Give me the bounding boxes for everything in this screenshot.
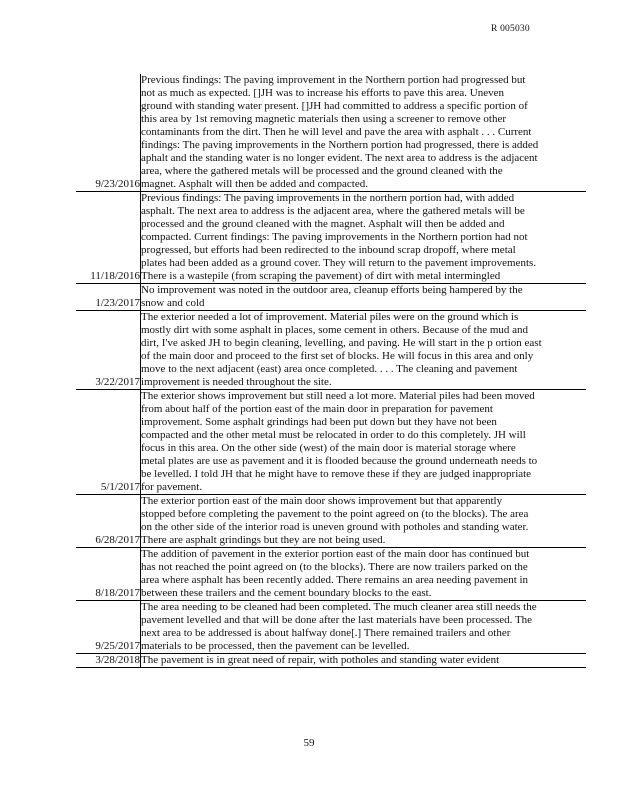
entry-date: 9/23/2016: [76, 74, 141, 192]
note-line: materials to be processed, then the pavement can be levelled.: [141, 640, 410, 652]
note-line: The exterior needed a lot of improvement. Material piles were on the ground which is: [141, 311, 519, 323]
entry-date: 3/28/2018: [76, 654, 141, 668]
page-number: 59: [303, 737, 315, 749]
note-line: metal plates are use as pavement and it is flooded because the ground underneath needs to: [141, 455, 538, 467]
note-line: this area by 1st removing magnetic materials then using a screener to remove other: [141, 113, 507, 125]
note-line: Previous findings: The paving improvement in the Northern portion had progressed but: [141, 74, 526, 86]
entry-date: 11/18/2016: [76, 192, 141, 284]
entry-note: [141, 495, 587, 548]
note-line: move to the next adjacent (east) area once completed. . . . The cleaning and pavement: [141, 363, 518, 375]
note-line: for pavement.: [141, 481, 203, 493]
note-line: has not reached the point agreed on (to the blocks). There are now trailers parked on the: [141, 561, 528, 573]
note-line: ground with standing water present. []JH had committed to address a specific portion of: [141, 100, 528, 112]
entry-date: 5/1/2017: [76, 390, 141, 495]
note-line: stopped before completing the pavement to the point agreed on (to the blocks). The area: [141, 508, 529, 520]
table-row: [76, 311, 586, 390]
note-line: be levelled. I told JH that he might have to remove these if they are judged inappropriate: [141, 468, 532, 480]
entry-note: [141, 654, 587, 668]
entry-date: 1/23/2017: [76, 284, 141, 311]
entry-note: [141, 192, 587, 284]
note-line: focus in this area. On the other side (west) of the main door is material storage where: [141, 442, 516, 454]
entry-note: [141, 390, 587, 495]
note-line: progressed, but efforts had been redirected to the inbound scrap dropoff, where metal: [141, 244, 516, 256]
table-row: [76, 390, 586, 495]
bates-number: R 005030: [491, 24, 530, 34]
note-line: There are asphalt grindings but they are not being used.: [141, 534, 386, 546]
note-line: mostly dirt with some asphalt in places, some cement in others. Because of the mud and: [141, 324, 529, 336]
note-line: of the main door and proceed to the first set of blocks. He will focus in this area and only: [141, 350, 534, 362]
note-line: processed and the ground cleaned with the magnet. Asphalt will then be added and: [141, 218, 505, 230]
note-line: contaminants from the dirt. Then he will level and pave the area with asphalt . . . Current: [141, 126, 532, 138]
note-line: area, where the gathered metals will be processed and the ground cleaned with the: [141, 165, 503, 177]
note-line: The addition of pavement in the exterior portion east of the main door has continued but: [141, 548, 530, 560]
note-line: magnet. Asphalt will then be added and compacted.: [141, 178, 368, 190]
entry-note: [141, 74, 587, 192]
entry-note: [141, 284, 587, 311]
table-row: [76, 495, 586, 548]
table-row: [76, 284, 586, 311]
note-line: compacted. Current findings: The paving improvements in the Northern portion had not: [141, 231, 528, 243]
entry-date: 6/28/2017: [76, 495, 141, 548]
note-line: plates had been added as a ground cover. They will return to the pavement improvements.: [141, 257, 537, 269]
table-row: [76, 548, 586, 601]
note-line: There is a wastepile (from scraping the pavement) of dirt with metal intermingled: [141, 270, 501, 282]
note-line: The exterior shows improvement but still need a lot more. Material piles had been moved: [141, 390, 535, 402]
entry-note: [141, 601, 587, 654]
entry-note: [141, 548, 587, 601]
note-line: The exterior portion east of the main door shows improvement but that apparently: [141, 495, 503, 507]
note-line: aphalt and the standing water is no longer evident. The next area to address is the adjacent: [141, 152, 538, 164]
table-row: [76, 192, 586, 284]
note-line: asphalt. The next area to address is the adjacent area, where the gathered metals will be: [141, 205, 525, 217]
entry-date: 3/22/2017: [76, 311, 141, 390]
entry-date: 9/25/2017: [76, 601, 141, 654]
note-line: findings: The paving improvements in the Northern portion had progressed, there is added: [141, 139, 539, 151]
note-line: from about half of the portion east of the main door in preparation for pavement: [141, 403, 493, 415]
note-line: Previous findings: The paving improvements in the northern portion had, with added: [141, 192, 515, 204]
note-line: area where asphalt has been recently added. There remains an area needing pavement in: [141, 574, 529, 586]
entry-date: 8/18/2017: [76, 548, 141, 601]
table-row: [76, 74, 586, 192]
note-line: not as much as expected. []JH was to increase his efforts to pave this area. Uneven: [141, 87, 504, 99]
table-row: [76, 654, 586, 668]
note-line: dirt, I've asked JH to begin cleaning, levelling, and paving. He will start in the p ortion east: [141, 337, 542, 349]
note-line: improvement. Some asphalt grindings had been put down but they have not been: [141, 416, 497, 428]
note-line: next area to be addressed is about halfway done[.] There remained trailers and other: [141, 627, 511, 639]
entry-note: [141, 311, 587, 390]
table-row: [76, 601, 586, 654]
note-line: The pavement is in great need of repair, with potholes and standing water evident: [141, 654, 500, 666]
note-line: on the other side of the interior road is uneven ground with potholes and standing water.: [141, 521, 529, 533]
note-line: No improvement was noted in the outdoor area, cleanup efforts being hampered by the: [141, 284, 523, 296]
inspection-log-table: [76, 74, 586, 668]
note-line: The area needing to be cleaned had been completed. The much cleaner area still needs the: [141, 601, 537, 613]
note-line: between these trailers and the cement boundary blocks to the east.: [141, 587, 432, 599]
note-line: improvement is needed throughout the site.: [141, 376, 332, 388]
note-line: pavement levelled and that will be done after the last materials have been processed. The: [141, 614, 533, 626]
note-line: snow and cold: [141, 297, 205, 309]
note-line: compacted and the other metal must be relocated in order to do this completely. JH will: [141, 429, 526, 441]
